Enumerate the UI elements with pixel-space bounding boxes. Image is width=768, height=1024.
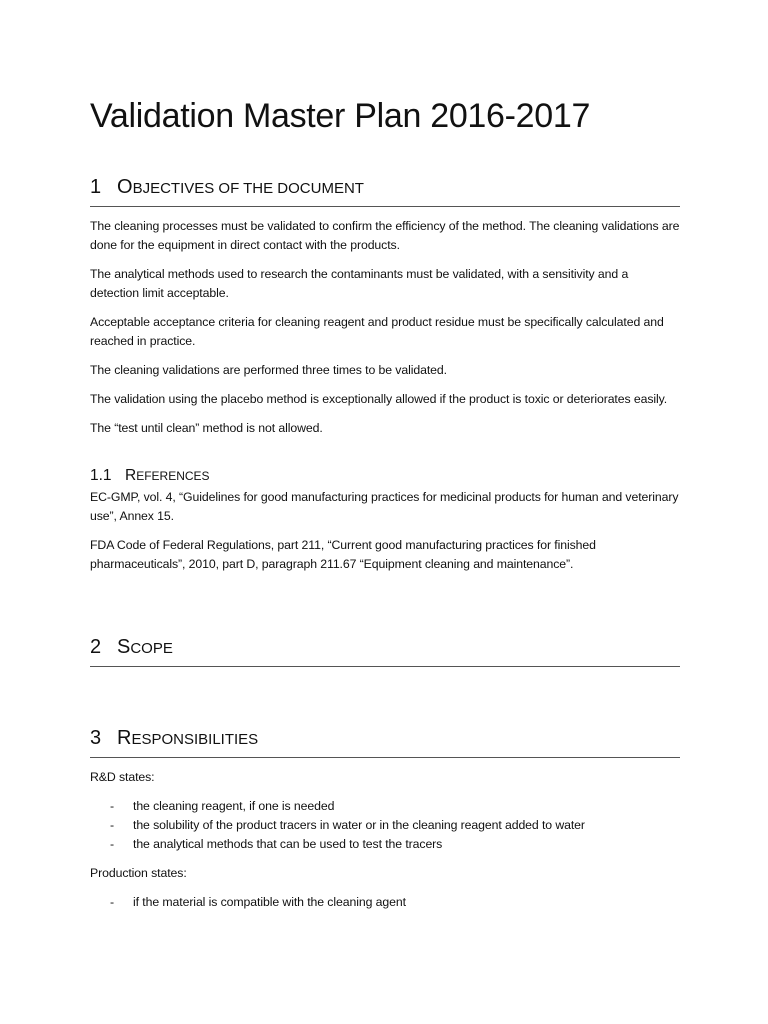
- subsection-heading-references: 1.1 R EFERENCES: [90, 467, 210, 484]
- section-number: 1: [90, 176, 102, 198]
- section-heading-responsibilities: 3 R ESPONSIBILITIES: [90, 725, 680, 758]
- rd-list: [90, 797, 680, 854]
- paragraph: The “test until clean” method is not allowed.: [90, 421, 323, 435]
- production-list: [90, 893, 680, 912]
- list-item: - the analytical methods that can be used to test the tracers: [110, 837, 443, 851]
- list-item: - the solubility of the product tracers in water or in the cleaning reagent added to water: [110, 818, 585, 832]
- section-number: 2: [90, 636, 102, 658]
- paragraph: The analytical methods used to research the contaminants must be validated, with a sensitivity and a detection limit acceptable.: [90, 267, 629, 300]
- reference-item: FDA Code of Federal Regulations, part 211, “Current good manufacturing practices for finished pharmaceuticals”, 2010, part D, paragraph 211.67 “Equipment cleaning and maintenance”.: [90, 538, 596, 571]
- paragraph: The validation using the placebo method is exceptionally allowed if the product is toxic or deteriorates easily.: [90, 392, 668, 406]
- list-item: - if the material is compatible with the cleaning agent: [110, 895, 406, 909]
- subsection-number: 1.1: [90, 467, 112, 484]
- reference-item: EC-GMP, vol. 4, “Guidelines for good manufacturing practices for medicinal products for human and veterinary use”, Annex 15.: [90, 490, 679, 523]
- rd-label: R&D states:: [90, 770, 155, 784]
- paragraph: Acceptable acceptance criteria for cleaning reagent and product residue must be specifically calculated and reached in practice.: [90, 315, 664, 348]
- paragraph: The cleaning validations are performed three times to be validated.: [90, 363, 447, 377]
- paragraph: The cleaning processes must be validated to confirm the efficiency of the method. The cleaning validations are done for the equipment in direct contact with the products.: [90, 219, 680, 252]
- list-item: - the cleaning reagent, if one is needed: [110, 799, 335, 813]
- section-heading-scope: 2 S COPE: [90, 634, 680, 667]
- document-content: [90, 94, 680, 922]
- section-number: 3: [90, 727, 102, 749]
- section-heading-objectives: 1 O BJECTIVES OF THE DOCUMENT: [90, 174, 680, 207]
- document-title: Validation Master Plan 2016-2017: [90, 97, 591, 135]
- production-label: Production states:: [90, 866, 187, 880]
